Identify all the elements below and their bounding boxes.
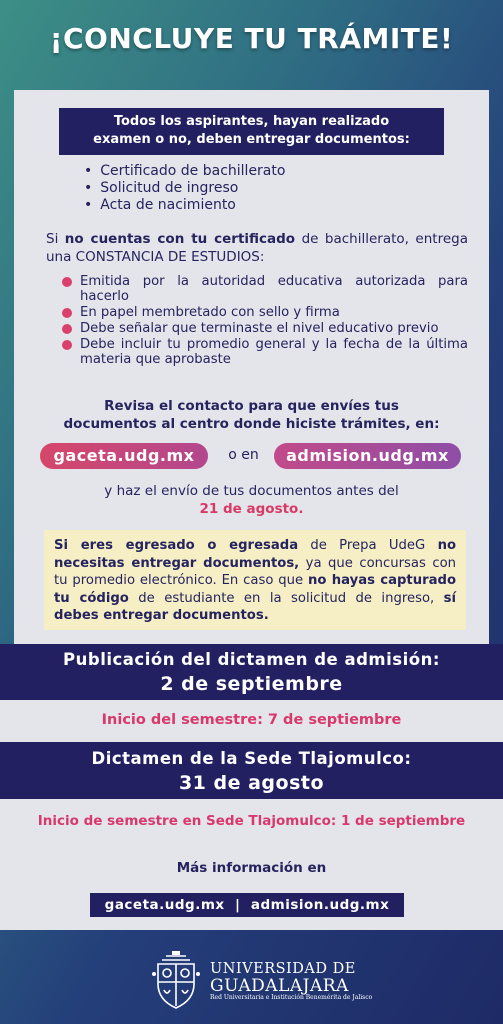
documents-list (84, 163, 404, 214)
list-item: Debe señalar que terminaste el nivel educativo previo (62, 321, 468, 336)
publicacion-title: Publicación del dictamen de admisión: (63, 650, 440, 669)
note-bold-4: sí debes entregar documentos. (54, 590, 457, 623)
envio-text (40, 482, 463, 518)
or-text: o en (228, 447, 259, 463)
constancia-post: de bachillerato, entrega una CONSTANCIA DE ESTUDIOS: (46, 231, 468, 265)
inicio-sede: Inicio de semestre en Sede Tlajomulco: 1 de septiembre (37, 813, 466, 829)
udg-crest-icon (150, 950, 202, 1012)
note-text-1: de Prepa UdeG (298, 538, 438, 553)
admision-link[interactable]: admision.udg.mx (274, 443, 461, 469)
mas-info: Más información en (176, 860, 327, 876)
dictamen-sede-band (0, 742, 503, 799)
headline: ¡CONCLUYE TU TRÁMITE! (49, 22, 454, 55)
constancia-text (46, 230, 468, 266)
list-item: Debe incluir tu promedio general y la fecha de la última materia que aprobaste (62, 337, 468, 367)
list-item: Emitida por la autoridad educativa autorizada para hacerlo (62, 274, 468, 304)
contact-line-2: documentos al centro donde hiciste trámites, en: (63, 416, 440, 432)
constancia-bold: no cuentas con tu certificado (64, 231, 296, 247)
publicacion-date: 2 de septiembre (160, 673, 343, 695)
envio-line-1: y haz el envío de tus documentos antes del (104, 483, 399, 499)
egresado-note (44, 530, 466, 630)
contact-line-1: Revisa el contacto para que envíes tus (104, 398, 399, 414)
note-bold-3: no hayas capturado tu código (54, 573, 457, 606)
inicio-semestre: Inicio del semestre: 7 de septiembre (0, 700, 503, 742)
envio-date: 21 de agosto. (199, 501, 304, 517)
note-text-3: de estudiante en la solicitud de ingreso, (128, 590, 444, 606)
note-text-2: ya que concursas con tu promedio electrónico. En caso que (54, 555, 456, 588)
intro-line-2: examen o no, deben entregar documentos: (93, 132, 410, 147)
university-name (210, 961, 356, 995)
university-name-line-1: UNIVERSIDAD DE (210, 961, 356, 977)
note-bold-2: no necesitas entregar documentos, (54, 538, 457, 571)
dictamen-sede-title: Dictamen de la Sede Tlajomulco: (91, 749, 412, 768)
list-item: • Solicitud de ingreso (84, 180, 404, 197)
university-name-line-2: GUADALAJARA (210, 976, 349, 996)
intro-line-1: Todos los aspirantes, hayan realizado (113, 114, 390, 129)
intro-box (59, 108, 444, 155)
publicacion-band (0, 644, 503, 700)
gaceta-link[interactable]: gaceta.udg.mx (40, 443, 208, 469)
note-bold-1: Si eres egresado o egresada (54, 538, 299, 553)
constancia-pre: Si (46, 231, 65, 247)
list-item: • Acta de nacimiento (84, 197, 404, 214)
list-item: • Certificado de bachillerato (84, 163, 404, 180)
contact-text (30, 397, 473, 433)
footer-links[interactable]: gaceta.udg.mx | admision.udg.mx (90, 893, 404, 917)
udg-logo (150, 950, 373, 1010)
requirements-list (62, 274, 468, 368)
list-item: En papel membretado con sello y firma (62, 305, 468, 320)
university-subtitle: Red Universitaria e Institución Benemérita de Jalisco (210, 994, 373, 1001)
dictamen-sede-date: 31 de agosto (178, 772, 325, 794)
